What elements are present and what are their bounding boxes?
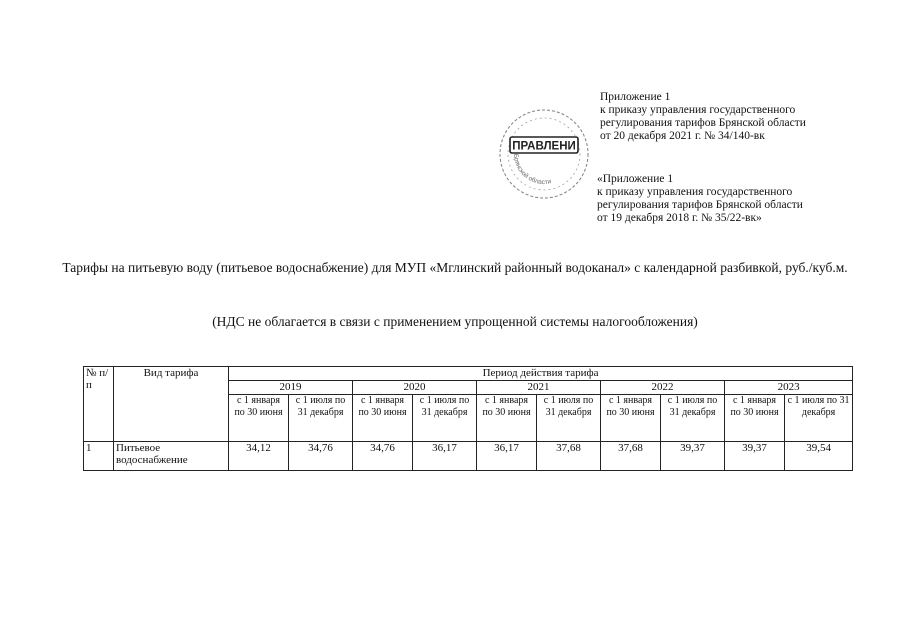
header-half-first: с 1 января по 30 июня: [229, 395, 289, 442]
appendix-line: «Приложение 1: [597, 173, 674, 185]
tariff-value: 39,37: [725, 442, 785, 471]
tariff-value: 37,68: [601, 442, 661, 471]
appendix-line: к приказу управления государственного: [600, 104, 796, 116]
header-period: Период действия тарифа: [229, 367, 853, 381]
appendix-line: от 19 декабря 2018 г. № 35/22-вк»: [597, 212, 762, 224]
svg-text:Брянской области: [512, 154, 552, 186]
tariff-value: 37,68: [537, 442, 601, 471]
official-stamp: [498, 108, 590, 200]
header-year: 2023: [725, 381, 853, 395]
tariff-value: 34,12: [229, 442, 289, 471]
tariff-value: 36,17: [477, 442, 537, 471]
stamp-center-text: ПРАВЛЕНИ: [512, 140, 576, 153]
header-half-second: с 1 июля по 31 декабря: [413, 395, 477, 442]
header-half-first: с 1 января по 30 июня: [477, 395, 537, 442]
header-year: 2021: [477, 381, 601, 395]
header-year: 2020: [353, 381, 477, 395]
header-year: 2022: [601, 381, 725, 395]
appendix-line: регулирования тарифов Брянской области: [600, 117, 806, 129]
tariff-value: 39,37: [661, 442, 725, 471]
tariff-value: 34,76: [289, 442, 353, 471]
document-title: Тарифы на питьевую воду (питьевое водоснабжение) для МУП «Мглинский районный водоканал» с календарной разбивкой, руб./куб.м.: [62, 260, 848, 275]
header-number: № п/п: [84, 367, 114, 442]
header-half-first: с 1 января по 30 июня: [725, 395, 785, 442]
tariff-value: 34,76: [353, 442, 413, 471]
tariff-value: 36,17: [413, 442, 477, 471]
appendix-line: от 20 декабря 2021 г. № 34/140-вк: [600, 130, 765, 142]
header-half-second: с 1 июля по 31 декабря: [661, 395, 725, 442]
appendix-line: регулирования тарифов Брянской области: [597, 199, 803, 211]
header-half-first: с 1 января по 30 июня: [353, 395, 413, 442]
row-tariff-kind: Питьевое водоснабжение: [114, 442, 229, 471]
header-half-second: с 1 июля по 31 декабря: [537, 395, 601, 442]
appendix-previous: [597, 173, 803, 225]
appendix-line: Приложение 1: [600, 91, 671, 103]
appendix-current: [600, 91, 806, 143]
header-half-second: с 1 июля по 31 декабря: [289, 395, 353, 442]
stamp-ring-text: Брянской области: [511, 153, 552, 187]
tariff-value: 39,54: [785, 442, 853, 471]
header-tariff-kind: Вид тарифа: [114, 367, 229, 442]
header-year: 2019: [229, 381, 353, 395]
tariff-table: [83, 366, 853, 471]
vat-note: (НДС не облагается в связи с применением упрощенной системы налогообложения): [212, 314, 698, 329]
header-half-first: с 1 января по 30 июня: [601, 395, 661, 442]
table-row: [84, 442, 853, 471]
header-half-second: с 1 июля по 31 декабря: [785, 395, 853, 442]
row-number: 1: [84, 442, 114, 471]
appendix-line: к приказу управления государственного: [597, 186, 793, 198]
